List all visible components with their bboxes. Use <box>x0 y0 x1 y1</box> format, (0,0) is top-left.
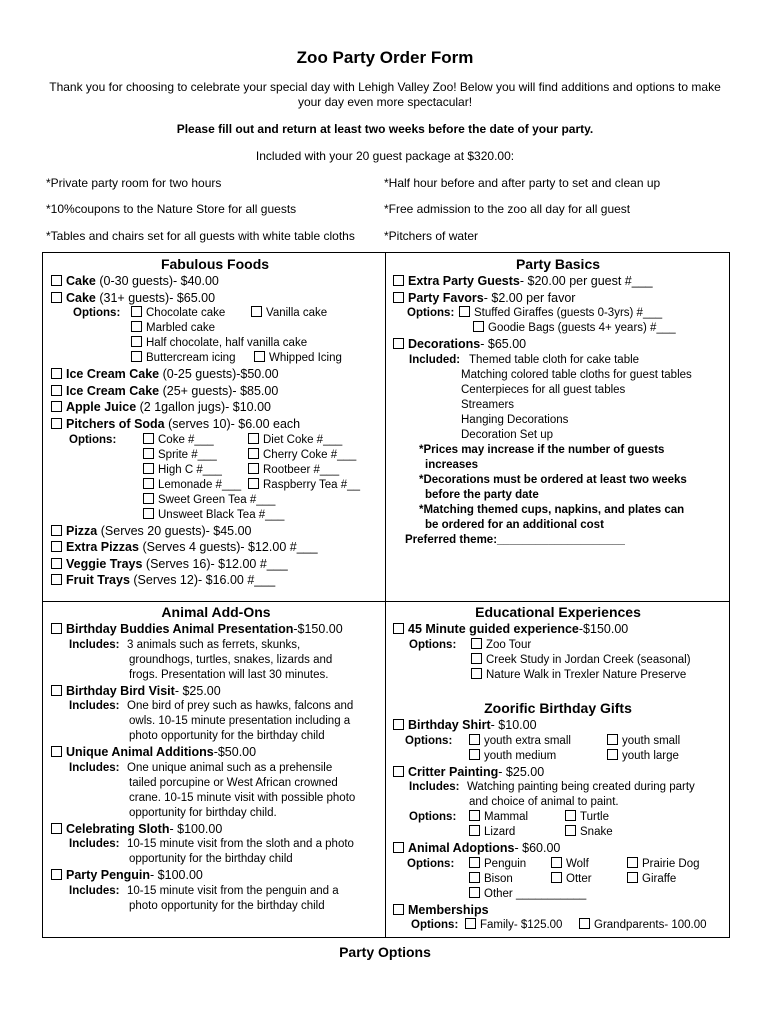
adoption-option[interactable]: Wolf <box>551 857 589 872</box>
animals-section: Animal Add-Ons Birthday Buddies Animal Presentation-$150.00 Includes: 3 animals such as ferrets, skunks, groundhogs, turtles, snakes, lizards and frogs. Presentation will last 30 minutes. Birthday Bird Visit- $25.00 Includes: One bird of prey such as hawks, falcons and owls. 10-15 minute presentation including a photo opportunity for the birthday child Unique Animal Additions-$50.00 Includes: One unique animal such as a prehensile tailed porcupine or West African crowned crane. 10-15 minute visit with possible photo opportunity for birthday child. Celebrating Sloth- $100.00 Includes: 10-15 minute visit from the sloth and a photo opportunity for the birthday child Party Penguin- $100.00 Includes: 10-15 minute visit from the penguin and a photo opportunity for the birthday child <box>51 603 381 914</box>
adoption-option[interactable]: Giraffe <box>627 872 676 887</box>
cake-option[interactable]: Vanilla cake <box>251 306 327 321</box>
package-item: *10%coupons to the Nature Store for all guests <box>46 202 297 216</box>
animal-adoption-item[interactable]: Animal Adoptions- $60.00 <box>393 840 723 857</box>
options-label: Options: <box>405 734 453 747</box>
education-option[interactable]: Nature Walk in Trexler Nature Preserve <box>471 668 686 683</box>
soda-option[interactable]: Diet Coke #___ <box>248 433 342 448</box>
includes-label: Includes: <box>69 638 120 651</box>
shirt-option[interactable]: youth large <box>607 749 679 764</box>
soda-option[interactable]: Sweet Green Tea #___ <box>143 493 275 508</box>
basics-note: increases <box>425 458 479 471</box>
included-item: Themed table cloth for cake table <box>469 353 640 366</box>
package-item: *Private party room for two hours <box>46 176 222 190</box>
adoption-option[interactable]: Bison <box>469 872 513 887</box>
options-label: Options: <box>409 638 457 651</box>
education-option[interactable]: Zoo Tour <box>471 638 531 653</box>
penguin-item[interactable]: Party Penguin- $100.00 <box>51 867 381 884</box>
adoption-option[interactable]: Penguin <box>469 857 526 872</box>
soda-option[interactable]: Sprite #___ <box>143 448 217 463</box>
education-option[interactable]: Creek Study in Jordan Creek (seasonal) <box>471 653 691 668</box>
form-title: Zoo Party Order Form <box>296 48 474 67</box>
soda-option[interactable]: Rootbeer #___ <box>248 463 339 478</box>
cake-small-item[interactable]: Cake (0-30 guests)- $40.00 <box>51 273 379 290</box>
cake-option[interactable]: Half chocolate, half vanilla cake <box>131 336 307 351</box>
intro-text: Thank you for choosing to celebrate your special day with Lehigh Valley Zoo! Below you will find additions and options to make your day even more spectacular! <box>49 80 721 109</box>
critter-painting-item[interactable]: Critter Painting- $25.00 <box>393 764 723 781</box>
checkbox[interactable] <box>51 292 62 303</box>
package-item: *Pitchers of water <box>384 229 479 243</box>
basics-section <box>393 255 723 548</box>
cake-option[interactable]: Marbled cake <box>131 321 215 336</box>
basics-heading: Party Basics <box>515 256 601 272</box>
soda-option[interactable]: Cherry Coke #___ <box>248 448 356 463</box>
included-item: Hanging Decorations <box>461 413 569 426</box>
includes-label: Includes: <box>69 761 120 774</box>
includes-label: Includes: <box>69 838 120 851</box>
favor-option[interactable]: Goodie Bags (guests 4+ years) #___ <box>473 321 676 336</box>
basics-note: be ordered for an additional cost <box>425 518 604 531</box>
options-label: Options: <box>407 857 455 870</box>
shirt-option[interactable]: youth medium <box>469 749 556 764</box>
pizza-item[interactable]: Pizza (Serves 20 guests)- $45.00 <box>51 523 379 540</box>
package-included: Included with your 20 guest package at $320.00: <box>255 149 515 163</box>
basics-note: *Matching themed cups, napkins, and plates can <box>419 503 685 516</box>
memberships-item[interactable]: Memberships <box>393 902 723 919</box>
soda-option[interactable]: Coke #___ <box>143 433 214 448</box>
guided-experience-item[interactable]: 45 Minute guided experience-$150.00 <box>393 621 723 638</box>
apple-juice-item[interactable]: Apple Juice (2 1gallon jugs)- $10.00 <box>51 399 379 416</box>
party-favors-item[interactable]: Party Favors- $2.00 per favor <box>393 290 723 307</box>
included-item: Centerpieces for all guest tables <box>461 383 626 396</box>
divider <box>385 253 386 937</box>
adoption-option[interactable]: Otter <box>551 872 592 887</box>
cake-option[interactable]: Buttercream icing <box>131 351 235 366</box>
options-label: Options: <box>411 919 459 932</box>
decorations-item[interactable]: Decorations- $65.00 <box>393 336 723 353</box>
checkbox[interactable] <box>51 275 62 286</box>
ice-cream-small-item[interactable]: Ice Cream Cake (0-25 guests)-$50.00 <box>51 366 379 383</box>
membership-option[interactable]: Family- $125.00 <box>465 918 562 933</box>
soda-option[interactable]: Raspberry Tea #__ <box>248 478 360 493</box>
soda-item[interactable]: Pitchers of Soda (serves 10)- $6.00 each <box>51 416 379 433</box>
painting-option[interactable]: Mammal <box>469 810 528 825</box>
divider <box>43 601 729 602</box>
preferred-theme-field[interactable]: Preferred theme:____________________ <box>405 533 625 546</box>
included-item: Matching colored table cloths for guest tables <box>461 368 692 381</box>
foods-heading: Fabulous Foods <box>160 256 270 272</box>
membership-option[interactable]: Grandparents- 100.00 <box>579 918 707 933</box>
bird-visit-item[interactable]: Birthday Bird Visit- $25.00 <box>51 683 381 700</box>
education-section <box>393 603 723 683</box>
unique-animal-item[interactable]: Unique Animal Additions-$50.00 <box>51 744 381 761</box>
cake-options-row <box>51 306 379 321</box>
sloth-item[interactable]: Celebrating Sloth- $100.00 <box>51 821 381 838</box>
options-label: Options: <box>407 307 455 320</box>
included-item: Streamers <box>461 398 515 411</box>
footer-title: Party Options <box>339 944 431 960</box>
painting-option[interactable]: Snake <box>565 825 613 840</box>
included-label: Included: <box>409 353 461 366</box>
soda-option[interactable]: Lemonade #___ <box>143 478 241 493</box>
basics-note: before the party date <box>425 488 539 501</box>
options-grid <box>42 252 730 938</box>
soda-option[interactable]: Unsweet Black Tea #___ <box>143 508 284 523</box>
adoption-option[interactable]: Prairie Dog <box>627 857 700 872</box>
deadline-note: Please fill out and return at least two weeks before the date of your party. <box>176 122 594 136</box>
includes-label: Includes: <box>409 781 460 794</box>
includes-label: Includes: <box>69 700 120 713</box>
soda-option[interactable]: High C #___ <box>143 463 222 478</box>
foods-section <box>51 255 379 589</box>
extra-guests-item[interactable]: Extra Party Guests- $20.00 per guest #___ <box>393 273 723 290</box>
extra-pizza-item[interactable]: Extra Pizzas (Serves 4 guests)- $12.00 #___ <box>51 539 379 556</box>
ice-cream-large-item[interactable]: Ice Cream Cake (25+ guests)- $85.00 <box>51 383 379 400</box>
package-item: *Free admission to the zoo all day for all guest <box>384 202 631 216</box>
gifts-section: Zoorific Birthday Gifts Birthday Shirt- $10.00 Options: youth extra small youth small youth medium youth large Critter Painting- $25.00 Includes: Watching painting being created during party and choice of animal to paint. Options: Mammal Turtle Lizard Snake Animal Adoptions- $60.00 Options: Penguin Wolf Prairie Dog Bison Otter Giraffe Other ___________ Memberships Options: Family- $125.00 Grandparents- 100.00 <box>393 699 723 933</box>
shirt-option[interactable]: youth extra small <box>469 734 571 749</box>
options-label: Options: <box>409 811 457 824</box>
education-heading: Educational Experiences <box>475 604 641 620</box>
included-item: Decoration Set up <box>461 428 554 441</box>
painting-option[interactable]: Turtle <box>565 810 609 825</box>
includes-label: Includes: <box>69 884 120 897</box>
buddies-item[interactable]: Birthday Buddies Animal Presentation-$150.00 <box>51 621 381 638</box>
animals-heading: Animal Add-Ons <box>161 604 271 620</box>
veggie-tray-item[interactable]: Veggie Trays (Serves 16)- $12.00 #___ <box>51 556 379 573</box>
options-label: Options: <box>73 307 121 320</box>
fruit-tray-item[interactable]: Fruit Trays (Serves 12)- $16.00 #___ <box>51 572 379 589</box>
gifts-heading: Zoorific Birthday Gifts <box>484 700 632 716</box>
cake-option[interactable]: Chocolate cake <box>131 306 225 321</box>
package-item: *Half hour before and after party to set and clean up <box>384 176 661 190</box>
adoption-option[interactable]: Other ___________ <box>469 887 586 902</box>
options-label: Options: <box>69 433 117 446</box>
shirt-option[interactable]: youth small <box>607 734 680 749</box>
basics-note: *Prices may increase if the number of guests <box>419 443 665 456</box>
favor-option[interactable]: Stuffed Giraffes (guests 0-3yrs) #___ <box>459 306 662 321</box>
cake-large-item[interactable]: Cake (31+ guests)- $65.00 <box>51 290 379 307</box>
birthday-shirt-item[interactable]: Birthday Shirt- $10.00 <box>393 717 723 734</box>
package-item: *Tables and chairs set for all guests with white table cloths <box>46 229 355 243</box>
basics-note: *Decorations must be ordered at least two weeks <box>419 473 687 486</box>
cake-option[interactable]: Whipped Icing <box>254 351 342 366</box>
painting-option[interactable]: Lizard <box>469 825 515 840</box>
